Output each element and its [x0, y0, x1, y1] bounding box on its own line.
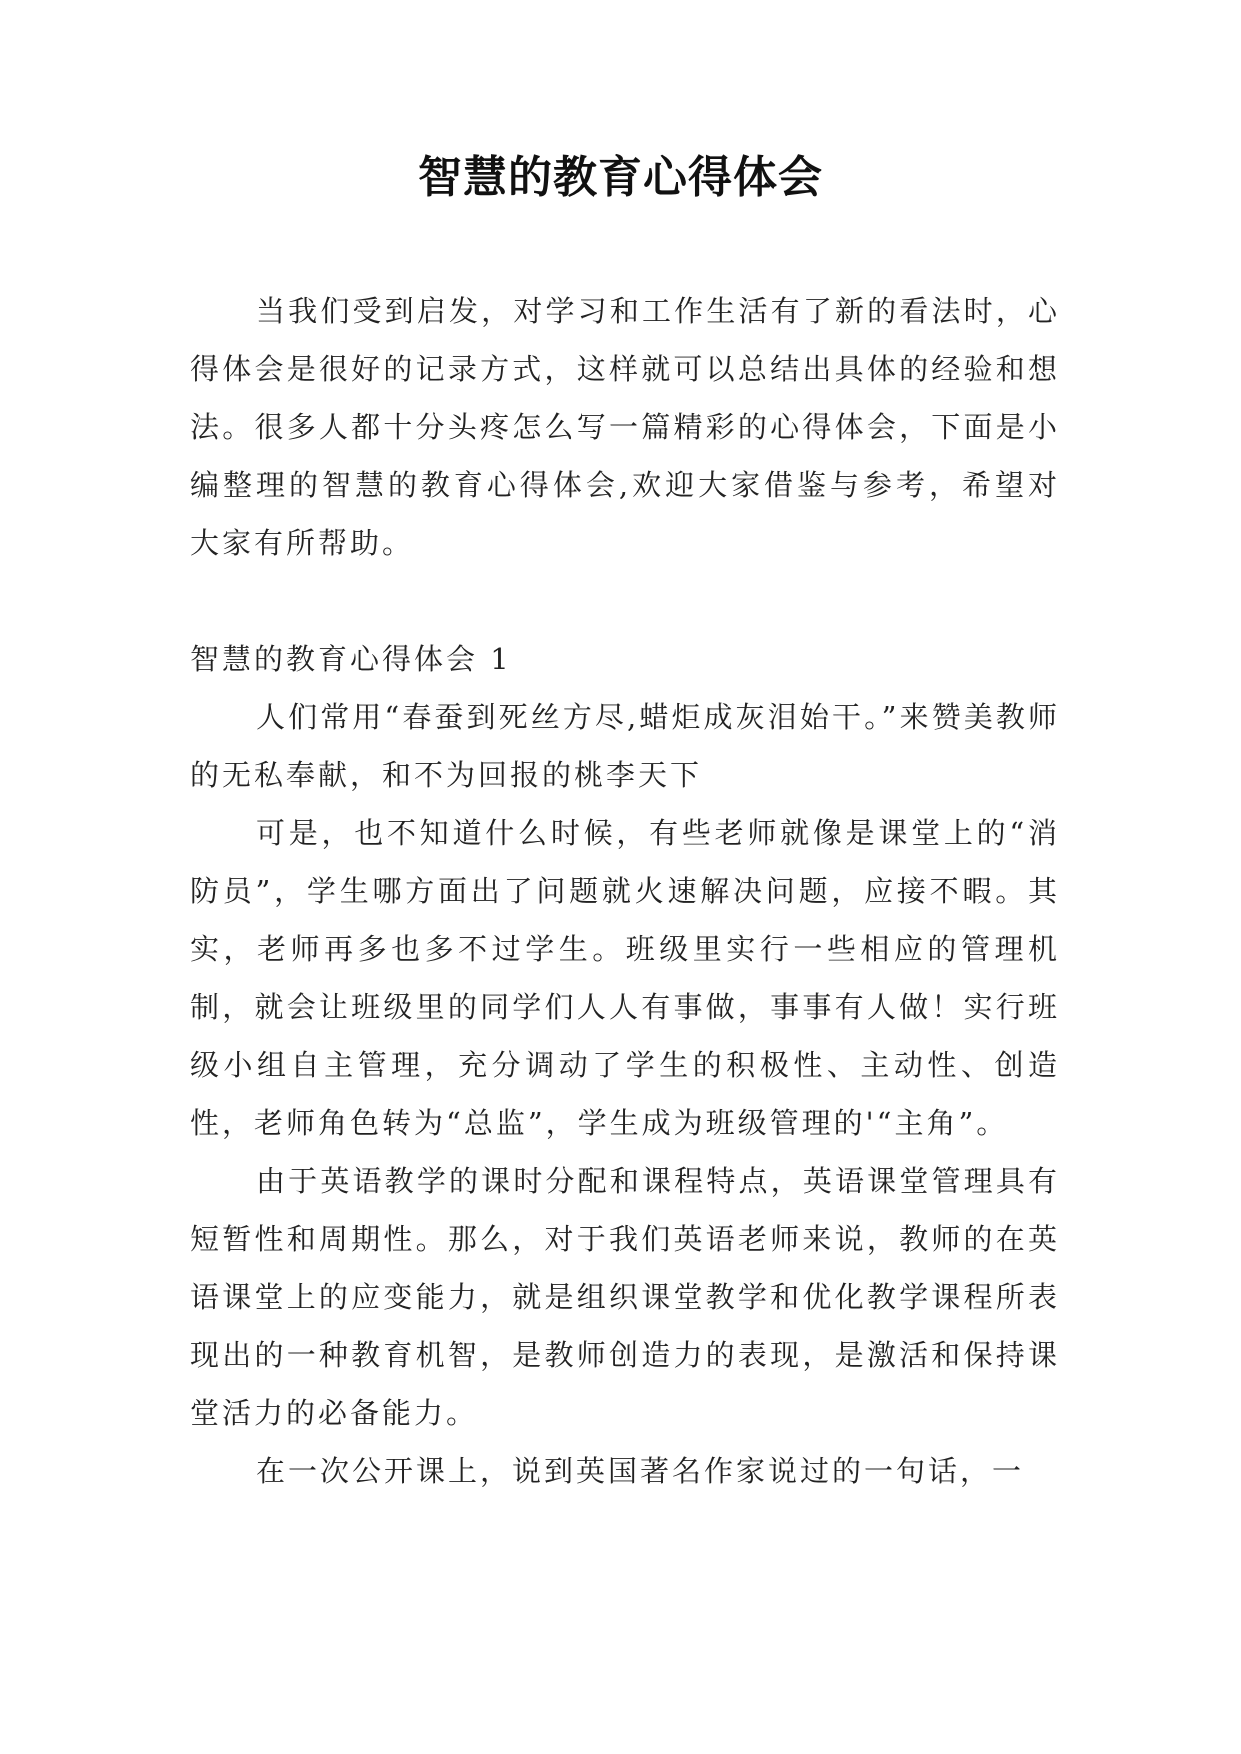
body-paragraph-4: 在一次公开课上，说到英国著名作家说过的一句话，一: [256, 1454, 1025, 1488]
document-body: [190, 282, 1060, 1500]
body-paragraph-2: 可是，也不知道什么时候，有些老师就像是课堂上的“消防员”，学生哪方面出了问题就火速解决问题，应接不暇。其实，老师再多也多不过学生。班级里实行一些相应的管理机制，就会让班级里的同学们人人有事做，事事有人做！实行班级小组自主管理，充分调动了学生的积极性、主动性、创造性，老师角色转为“总监”，学生成为班级管理的'“主角”。: [190, 816, 1060, 1140]
body-paragraph-3: 由于英语教学的课时分配和课程特点，英语课堂管理具有短暂性和周期性。那么，对于我们英语老师来说，教师的在英语课堂上的应变能力，就是组织课堂教学和优化教学课程所表现出的一种教育机智，是教师创造力的表现，是激活和保持课堂活力的必备能力。: [190, 1164, 1060, 1430]
document-title: 智慧的教育心得体会: [418, 152, 823, 203]
body-paragraph-1: 人们常用“春蚕到死丝方尽,蜡炬成灰泪始干。”来赞美教师的无私奉献，和不为回报的桃李天下: [190, 700, 1060, 792]
intro-paragraph: 当我们受到启发，对学习和工作生活有了新的看法时，心得体会是很好的记录方式，这样就可以总结出具体的经验和想法。很多人都十分头疼怎么写一篇精彩的心得体会，下面是小编整理的智慧的教育心得体会,欢迎大家借鉴与参考，希望对大家有所帮助。: [190, 294, 1060, 560]
section-heading: 智慧的教育心得体会 1: [190, 642, 512, 676]
